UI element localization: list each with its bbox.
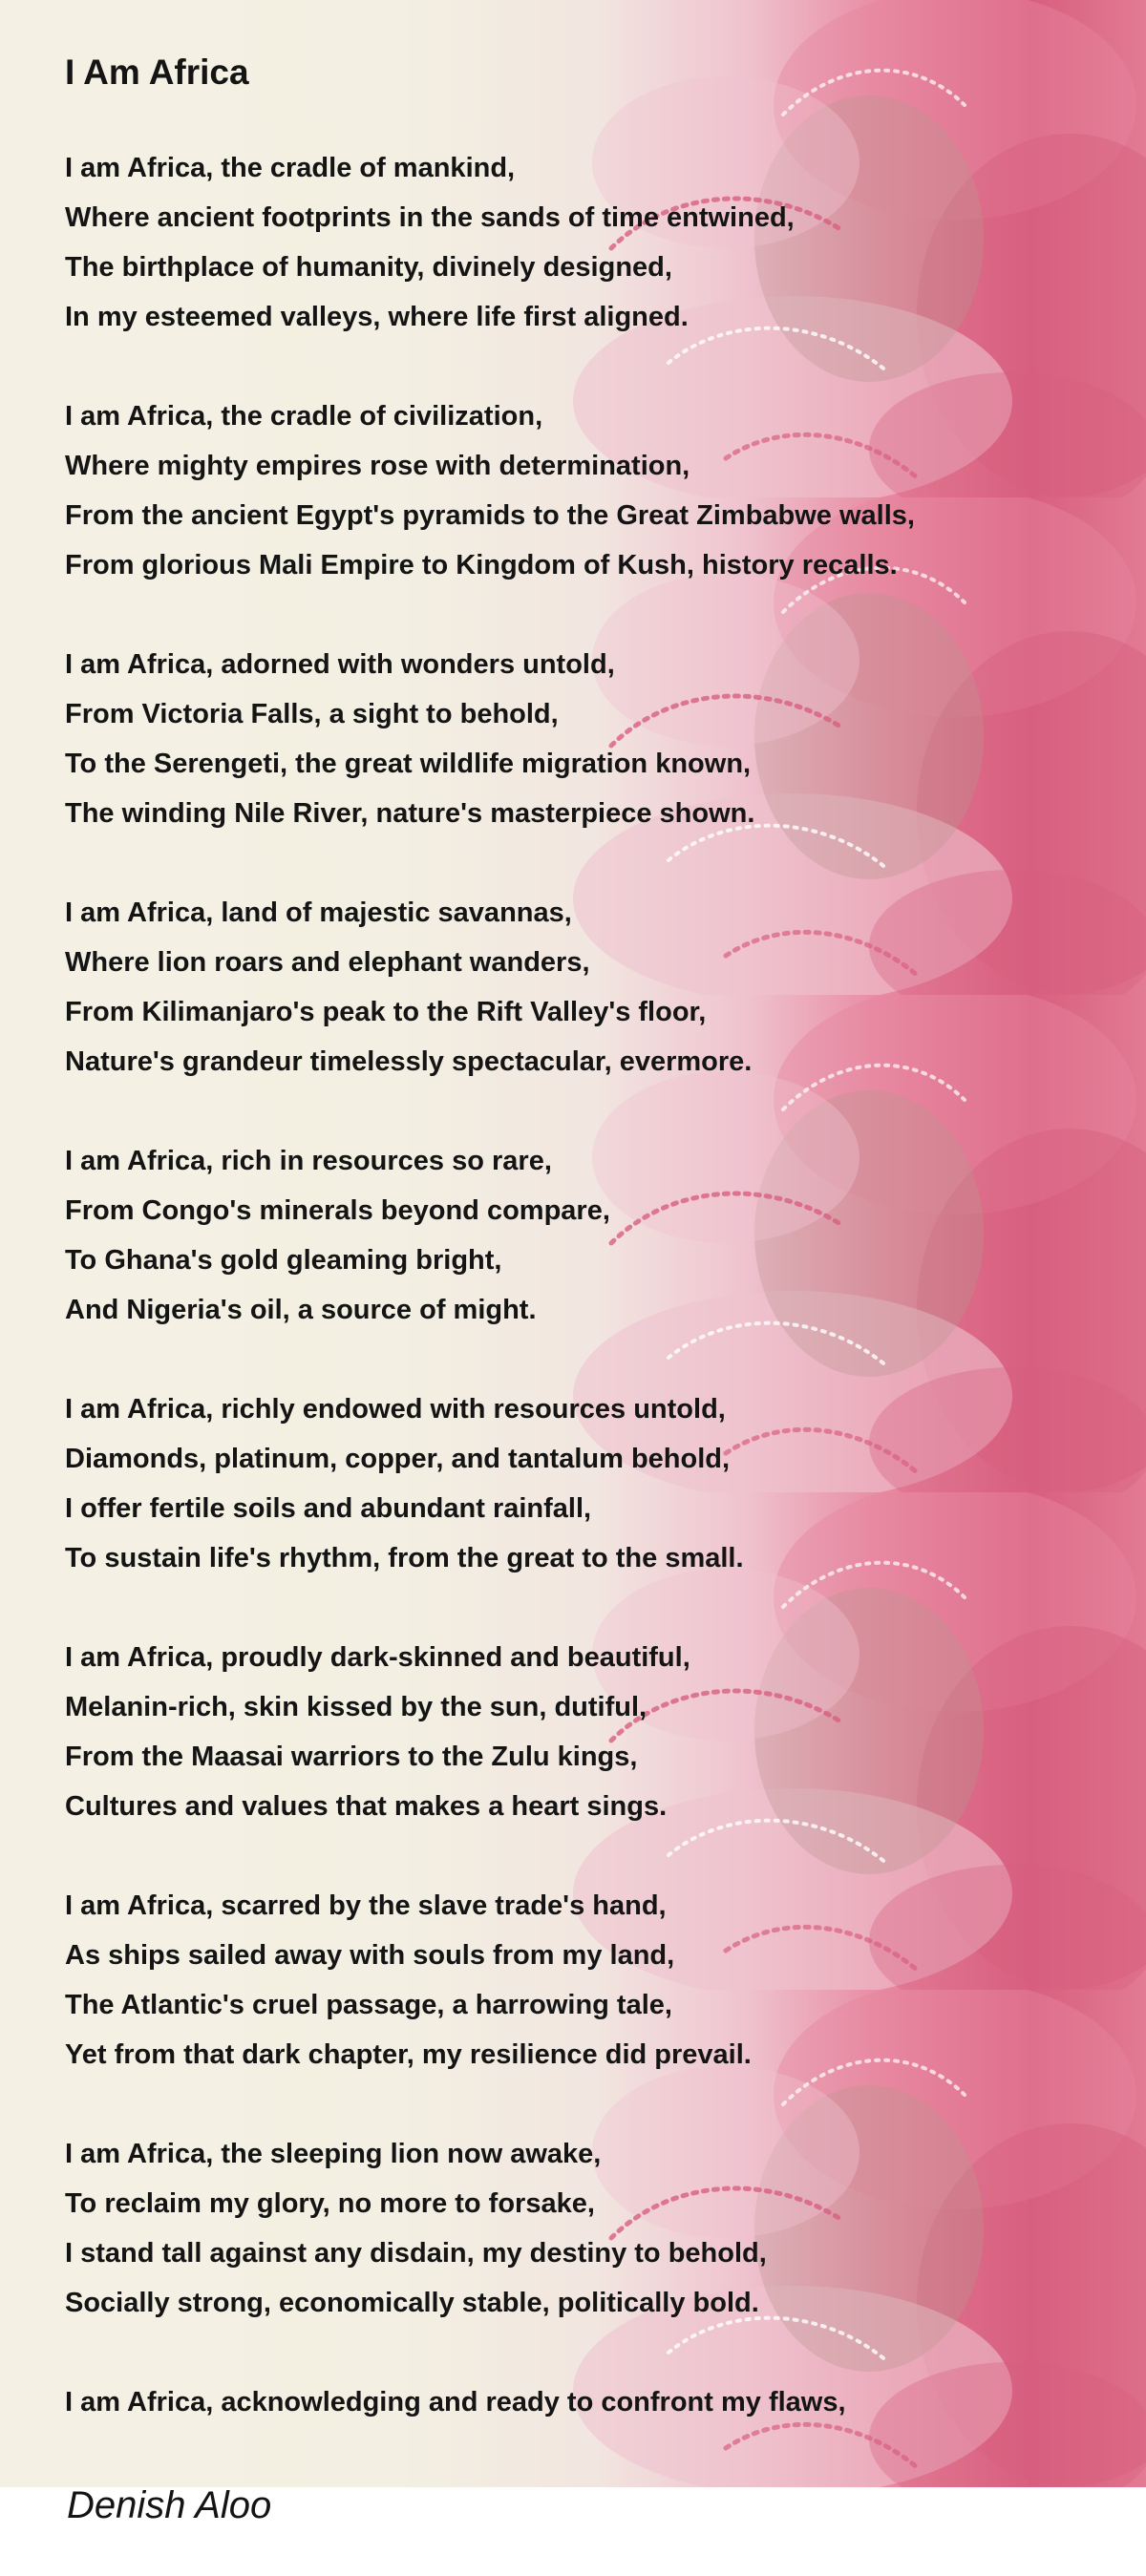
poem-line: I am Africa, the cradle of mankind, xyxy=(65,153,516,183)
poem-line: From Victoria Falls, a sight to behold, xyxy=(65,699,559,729)
poem-line: To reclaim my glory, no more to forsake, xyxy=(65,2188,595,2219)
poem-title: I Am Africa xyxy=(65,53,249,92)
poem-body xyxy=(65,143,1115,2477)
stanza xyxy=(65,2377,1115,2427)
poem-line: I am Africa, rich in resources so rare, xyxy=(65,1146,552,1176)
poem-line: I am Africa, land of majestic savannas, xyxy=(65,897,572,928)
stanza xyxy=(65,391,1115,590)
poem-line: The Atlantic's cruel passage, a harrowing tale, xyxy=(65,1990,672,2020)
poem-line: From Congo's minerals beyond compare, xyxy=(65,1195,610,1226)
stanza xyxy=(65,1881,1115,2080)
poem-line: I am Africa, the sleeping lion now awake, xyxy=(65,2139,602,2169)
stanza xyxy=(65,1633,1115,1831)
poem-line: Nature's grandeur timelessly spectacular, evermore. xyxy=(65,1046,753,1077)
poem-line: Yet from that dark chapter, my resilience did prevail. xyxy=(65,2039,752,2070)
poem-line: Cultures and values that makes a heart sings. xyxy=(65,1791,668,1822)
poem-line: Socially strong, economically stable, politically bold. xyxy=(65,2288,759,2318)
poem-line: Where lion roars and elephant wanders, xyxy=(65,947,590,978)
poem-line: I offer fertile soils and abundant rainfall, xyxy=(65,1493,592,1524)
poem-line: From glorious Mali Empire to Kingdom of Kush, history recalls. xyxy=(65,550,898,581)
poem-line: I am Africa, acknowledging and ready to confront my flaws, xyxy=(65,2387,846,2418)
poem-line: Where ancient footprints in the sands of time entwined, xyxy=(65,202,795,233)
poem-line: Diamonds, platinum, copper, and tantalum behold, xyxy=(65,1444,731,1474)
poem-line: As ships sailed away with souls from my land, xyxy=(65,1940,675,1971)
poem-line: To the Serengeti, the great wildlife migration known, xyxy=(65,749,752,779)
poem-line: From the Maasai warriors to the Zulu kings, xyxy=(65,1742,638,1772)
poem-line: To Ghana's gold gleaming bright, xyxy=(65,1245,502,1276)
poem-line: From the ancient Egypt's pyramids to the Great Zimbabwe walls, xyxy=(65,500,915,531)
poem-line: I am Africa, the cradle of civilization, xyxy=(65,401,543,432)
poem-line: From Kilimanjaro's peak to the Rift Valley's floor, xyxy=(65,997,707,1027)
poem-line: I am Africa, proudly dark-skinned and beautiful, xyxy=(65,1642,690,1673)
stanza xyxy=(65,888,1115,1087)
poem-line: To sustain life's rhythm, from the great to the small. xyxy=(65,1543,744,1573)
stanza xyxy=(65,1136,1115,1335)
poem-line: I stand tall against any disdain, my destiny to behold, xyxy=(65,2238,767,2269)
poem-line: Where mighty empires rose with determination, xyxy=(65,451,690,481)
poem-line: I am Africa, richly endowed with resources untold, xyxy=(65,1394,726,1425)
stanza xyxy=(65,1384,1115,1583)
poem-line: And Nigeria's oil, a source of might. xyxy=(65,1295,537,1325)
poem-author: Denish Aloo xyxy=(67,2484,272,2526)
poem-line: In my esteemed valleys, where life first aligned. xyxy=(65,302,689,332)
poem-line: I am Africa, scarred by the slave trade's hand, xyxy=(65,1890,667,1921)
poem-line: The winding Nile River, nature's masterpiece shown. xyxy=(65,798,755,829)
stanza xyxy=(65,2129,1115,2328)
stanza xyxy=(65,143,1115,342)
poem-line: The birthplace of humanity, divinely designed, xyxy=(65,252,672,283)
stanza xyxy=(65,640,1115,838)
poem-line: I am Africa, adorned with wonders untold, xyxy=(65,649,615,680)
poem-line: Melanin-rich, skin kissed by the sun, dutiful, xyxy=(65,1692,647,1722)
